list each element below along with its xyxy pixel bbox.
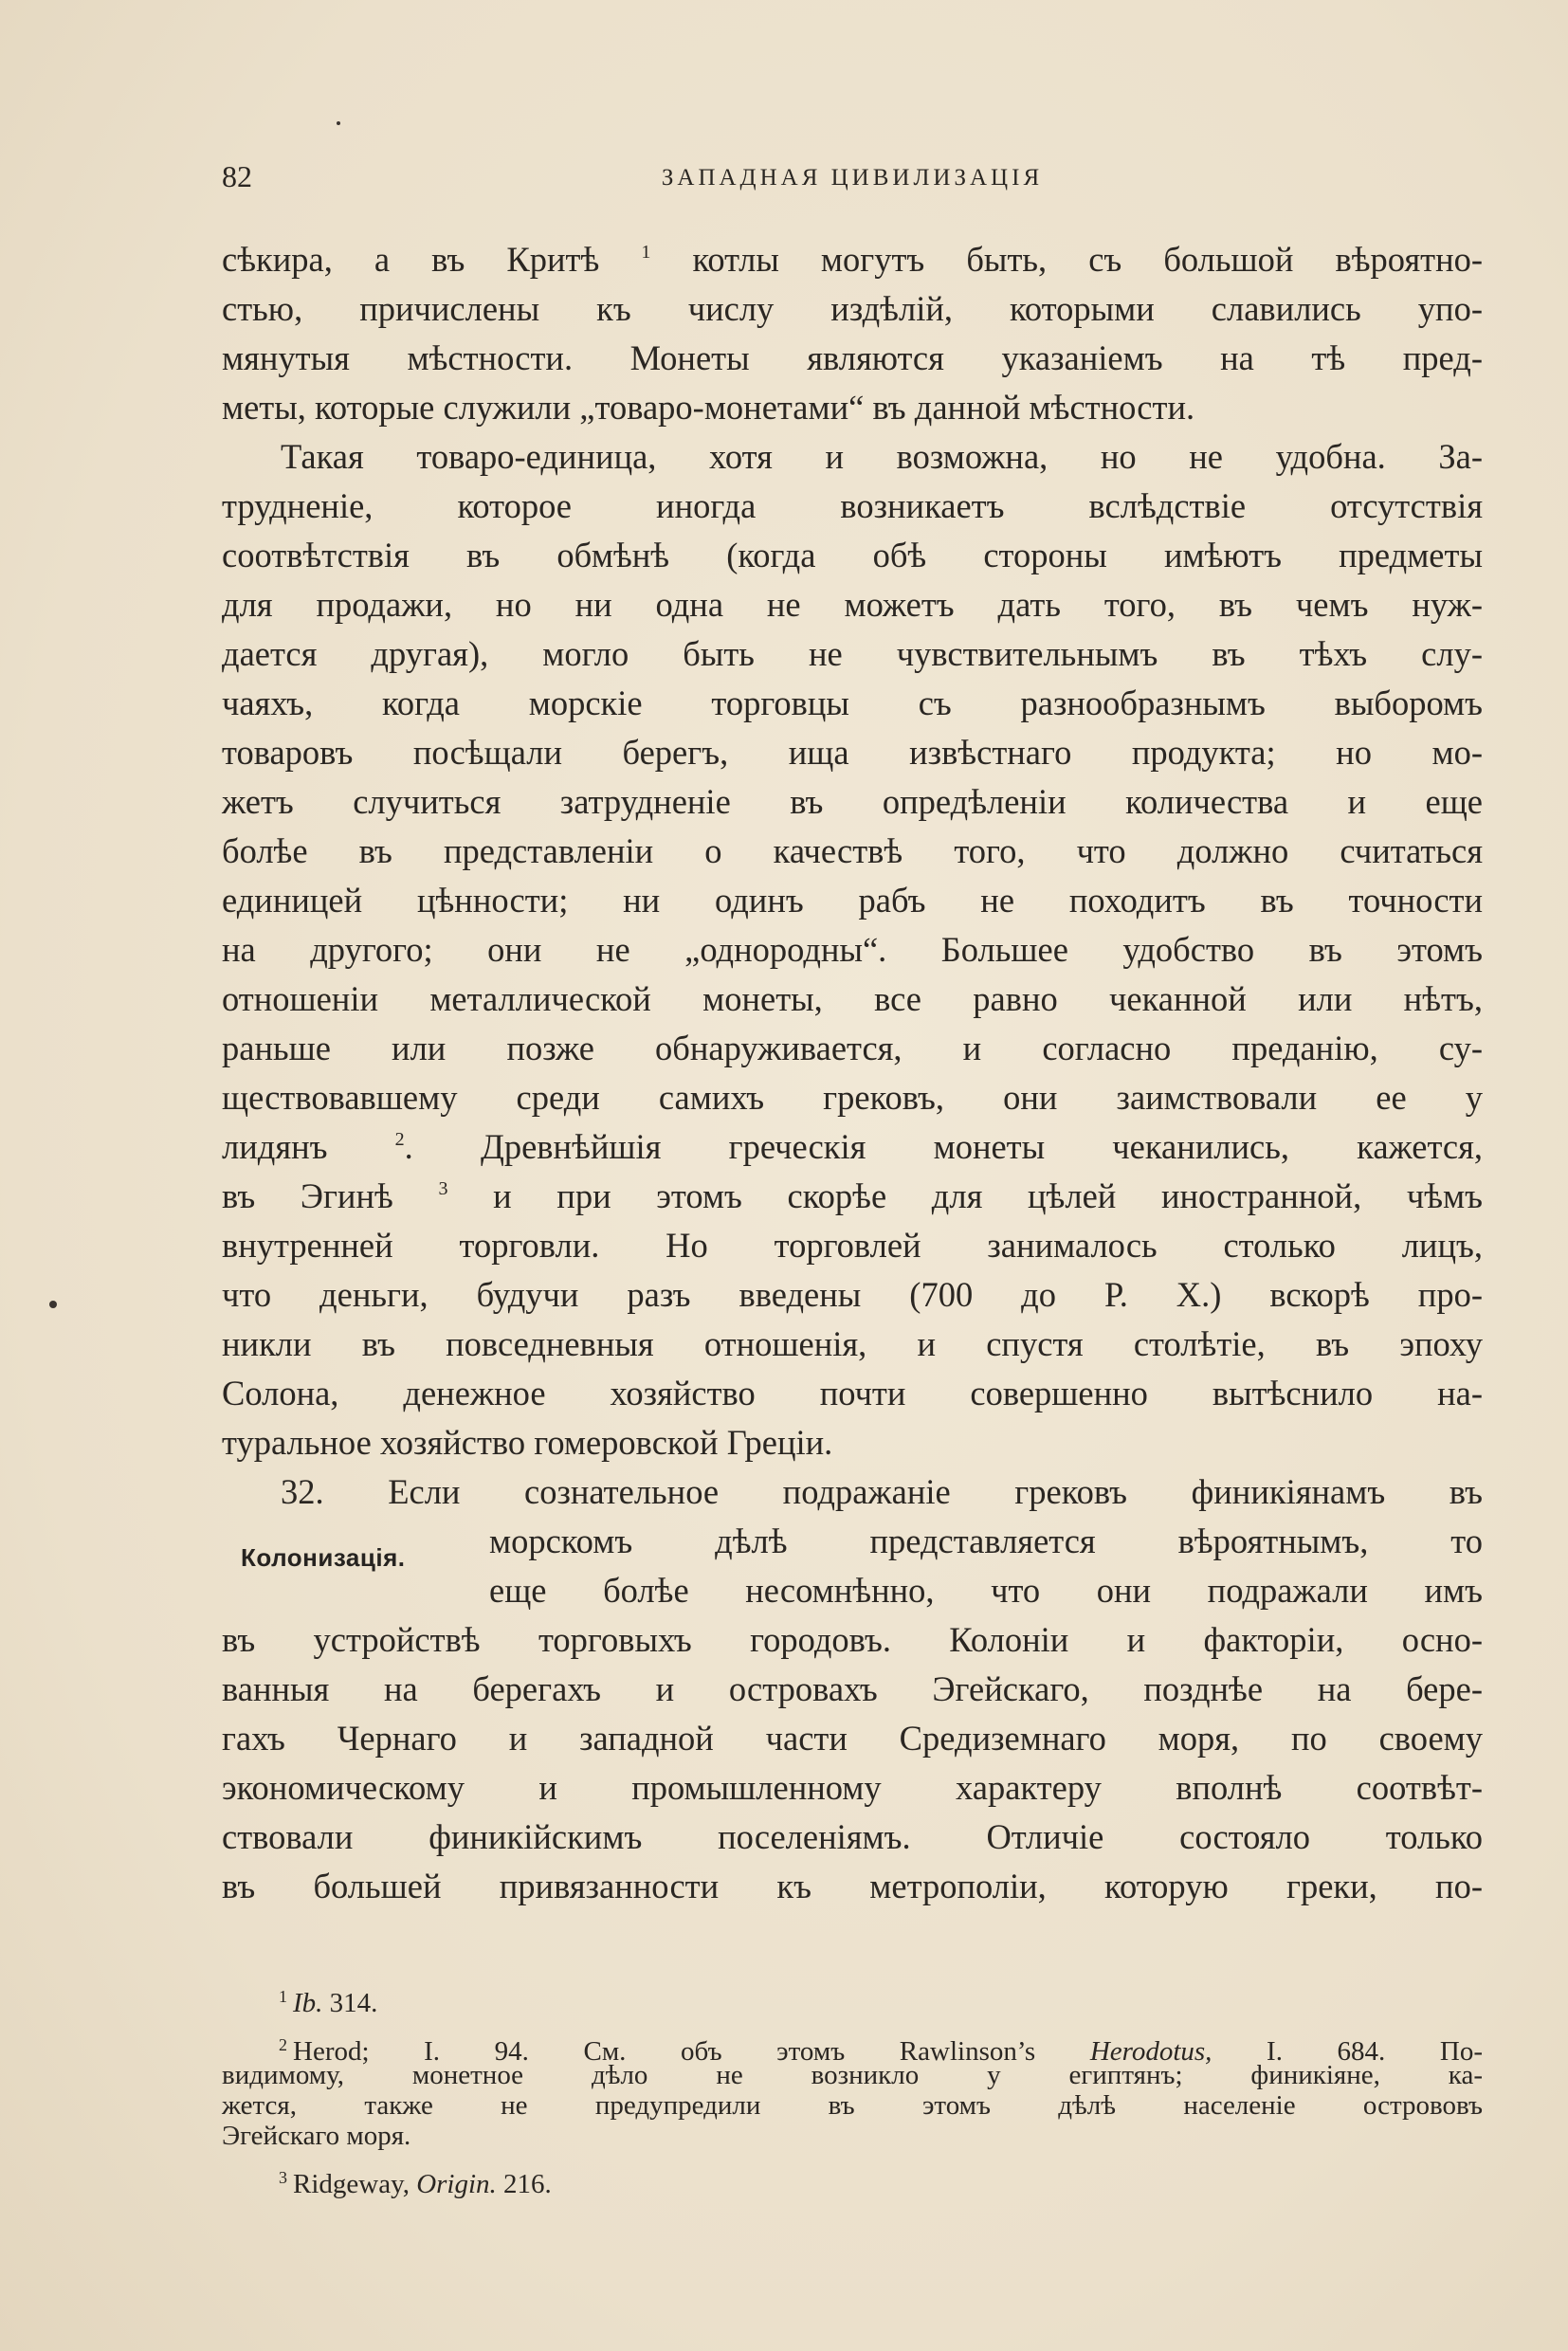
text-line: соотвѣтствія въ обмѣнѣ (когда обѣ стороны имѣютъ предметы — [222, 536, 1483, 574]
text-line: меты, которые служили „товаро-монетами“ въ данной мѣстности. — [222, 388, 1195, 427]
text-line: сѣкира, а въ Критѣ $^1$ котлы могутъ быть, съ большой вѣроятно- — [222, 240, 1484, 279]
text-line: лидянъ $^2$. Древнѣйшія греческія монеты чеканились, кажется, — [222, 1127, 1484, 1166]
footnote-1: $^1$ Ib. 314. — [279, 1987, 378, 2018]
body-text — [222, 235, 1483, 1911]
footnote-ref[interactable]: 1 — [641, 242, 651, 263]
footnote-2: $^2$ Herod; I. 94. См. объ этомъ Rawlinson’s Herodotus, I. 684. По- — [279, 2035, 1483, 2067]
text-line: на другого; они не „однородны“. Большее удобство въ этомъ — [222, 930, 1483, 969]
footnote-2-line: видимому, монетное дѣло не возникло у египтянъ; финикіяне, ка- — [222, 2060, 1483, 2090]
text-line: отношеніи металлической монеты, все равно чеканной или нѣтъ, — [222, 979, 1483, 1018]
text-line: для продажи, но ни одна не можетъ дать того, въ чемъ нуж- — [222, 585, 1483, 624]
text-line: мянутыя мѣстности. Монеты являются указаніемъ на тѣ пред- — [222, 338, 1483, 377]
text-line: стью, причислены къ числу издѣлій, которыми славились упо- — [222, 289, 1483, 328]
ink-speck — [49, 1301, 57, 1308]
text-line: въ Эгинѣ $^3$ и при этомъ скорѣе для цѣлей иностранной, чѣмъ — [222, 1176, 1484, 1215]
text-line: трудненіе, которое иногда возникаетъ вслѣдствіе отсутствія — [222, 486, 1483, 525]
footnote-2-line: жется, также не предупредили въ этомъ дѣлѣ населеніе острововъ — [222, 2090, 1483, 2121]
text-line: раньше или позже обнаруживается, и согласно преданію, су- — [222, 1029, 1483, 1067]
text-line: товаровъ посѣщали берегъ, ища извѣстнаго продукта; но мо- — [222, 733, 1483, 772]
text-line: туральное хозяйство гомеровской Греціи. — [222, 1423, 833, 1462]
text-line: еще болѣе несомнѣнно, что они подражали имъ — [489, 1571, 1483, 1610]
running-head: ЗАПАДНАЯ ЦИВИЛИЗАЦІЯ — [661, 165, 1044, 191]
page-number: 82 — [222, 159, 252, 193]
text-line: внутренней торговли. Но торговлей занималось столько лицъ, — [222, 1226, 1483, 1265]
text-line: въ большей привязанности къ метрополіи, которую греки, по- — [222, 1867, 1483, 1905]
text-line: гахъ Чернаго и западной части Средиземнаго моря, по своему — [222, 1719, 1483, 1758]
footnote-2-line: Эгейскаго моря. — [222, 2121, 411, 2151]
text-line: чаяхъ, когда морскіе торговцы съ разнообразнымъ выборомъ — [222, 683, 1483, 722]
text-line: морскомъ дѣлѣ представляется вѣроятнымъ, то — [489, 1522, 1483, 1560]
ink-speck — [337, 121, 340, 125]
text-line: Такая товаро-единица, хотя и возможна, но не удобна. За- — [281, 437, 1483, 476]
text-line: Солона, денежное хозяйство почти совершенно вытѣснило на- — [222, 1374, 1483, 1412]
text-line: ванныя на берегахъ и островахъ Эгейскаго, позднѣе на бере- — [222, 1669, 1483, 1708]
text-line: никли въ повседневныя отношенія, и спустя столѣтіе, въ эпоху — [222, 1324, 1483, 1363]
margin-note: Колонизація. — [241, 1543, 406, 1572]
text-line: что деньги, будучи разъ введены (700 до Р. Х.) вскорѣ про- — [222, 1275, 1483, 1314]
text-line: экономическому и промышленному характеру вполнѣ соотвѣт- — [222, 1768, 1483, 1807]
page-header — [222, 159, 1483, 197]
text-line: въ устройствѣ торговыхъ городовъ. Колоніи и факторіи, осно- — [222, 1620, 1483, 1659]
text-line: дается другая), могло быть не чувствительнымъ въ тѣхъ слу- — [222, 634, 1483, 673]
footnote-3: $^3$ Ridgeway, Origin. 216. — [279, 2168, 552, 2199]
text-line: ствовали финикійскимъ поселеніямъ. Отличіе состояло только — [222, 1817, 1483, 1856]
section-32-start: 32. Если сознательное подражаніе грековъ финикіянамъ въ — [281, 1472, 1483, 1511]
footnote-ref[interactable]: 2 — [394, 1129, 405, 1150]
text-line: ществовавшему среди самихъ грековъ, они заимствовали ее у — [222, 1078, 1483, 1117]
text-line: болѣе въ представленіи о качествѣ того, что должно считаться — [222, 831, 1483, 870]
footnotes — [222, 1981, 1483, 2199]
footnote-ref[interactable]: 3 — [438, 1178, 448, 1199]
text-line: единицей цѣнности; ни одинъ рабъ не походитъ въ точности — [222, 881, 1483, 920]
text-line: жетъ случиться затрудненіе въ опредѣленіи количества и еще — [222, 782, 1483, 821]
